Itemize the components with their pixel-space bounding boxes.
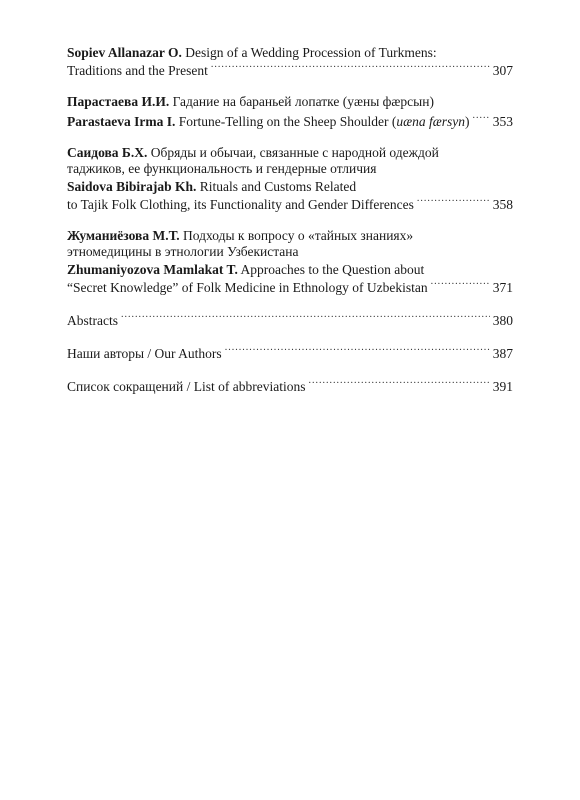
- toc-entry-title: этномедицины в этнологии Узбекистана: [67, 244, 299, 259]
- toc-entry-authors[interactable]: [67, 344, 513, 360]
- dot-leader: [121, 311, 490, 325]
- toc-page-number: 380: [492, 313, 513, 328]
- toc-entry-title: Гадание на бараньей лопатке (уæны фæрсын): [169, 94, 434, 109]
- toc-entry-title-line-ru: [67, 228, 513, 244]
- toc-entry-title-line-ru: [67, 94, 513, 110]
- toc-entry-title-line: [67, 344, 513, 360]
- table-of-contents: [67, 45, 513, 393]
- dot-leader: [211, 61, 490, 75]
- toc-page-number: 307: [492, 63, 513, 78]
- toc-page-number: 371: [492, 280, 513, 295]
- toc-entry-title: Fortune-Telling on the Sheep Shoulder (: [175, 114, 397, 129]
- toc-entry-abstracts[interactable]: [67, 311, 513, 327]
- toc-entry-title-line-ru: [67, 244, 513, 260]
- toc-entry-title-line-en: [67, 262, 513, 278]
- toc-entry-title-line: [67, 377, 513, 393]
- toc-entry-title-line-en: [67, 278, 513, 294]
- toc-entry-title-line-ru: [67, 145, 513, 161]
- toc-page-number: 353: [492, 114, 513, 129]
- dot-leader: [473, 112, 490, 126]
- toc-entry-title-italic: uæna færsyn: [396, 114, 466, 129]
- toc-page-number: 358: [492, 197, 513, 212]
- toc-entry-title: to Tajik Folk Clothing, its Functionality and Gender Differences: [67, 197, 414, 212]
- toc-entry-title: таджиков, ее функциональность и гендерные отличия: [67, 161, 377, 176]
- toc-entry-author: Zhumaniyozova Mamlakat T.: [67, 262, 238, 277]
- toc-entry-title: Обряды и обычаи, связанные с народной одеждой: [147, 145, 439, 160]
- toc-entry-title-close: ): [465, 114, 470, 129]
- toc-entry-parastaeva[interactable]: [67, 94, 513, 128]
- toc-entry-title: Approaches to the Question about: [237, 262, 425, 277]
- toc-entry-title: Rituals and Customs Related: [196, 179, 357, 194]
- toc-entry-title-line-en: [67, 179, 513, 195]
- toc-entry-author: Парастаева И.И.: [67, 94, 170, 109]
- toc-entry-abbreviations[interactable]: [67, 377, 513, 393]
- toc-entry-author: Жуманиёзова М.Т.: [67, 228, 180, 243]
- toc-page-number: 387: [492, 346, 513, 361]
- toc-entry-saidova[interactable]: [67, 145, 513, 211]
- toc-entry-title-line-en: [67, 195, 513, 211]
- toc-entry-title-line: [67, 45, 513, 61]
- toc-entry-title: Abstracts: [67, 313, 118, 328]
- toc-entry-title: Список сокращений / List of abbreviations: [67, 379, 306, 394]
- toc-entry-sopiev[interactable]: [67, 45, 513, 77]
- toc-entry-title-line: [67, 61, 513, 77]
- dot-leader: [225, 344, 490, 358]
- dot-leader: [417, 195, 490, 209]
- toc-entry-title: Design of a Wedding Procession of Turkmens:: [181, 45, 437, 60]
- dot-leader: [431, 278, 490, 292]
- toc-entry-title: Traditions and the Present: [67, 63, 208, 78]
- toc-entry-title-line-en: [67, 112, 513, 128]
- toc-entry-author: Saidova Bibirajab Kh.: [67, 179, 197, 194]
- toc-entry-title: “Secret Knowledge” of Folk Medicine in Ethnology of Uzbekistan: [67, 280, 428, 295]
- toc-entry-title: Наши авторы / Our Authors: [67, 346, 222, 361]
- dot-leader: [308, 377, 489, 391]
- toc-entry-title-line-ru: [67, 161, 513, 177]
- toc-entry-zhumaniyozova[interactable]: [67, 228, 513, 294]
- toc-entry-author: Sopiev Allanazar O.: [67, 45, 182, 60]
- toc-page-number: 391: [492, 379, 513, 394]
- toc-entry-author: Parastaeva Irma I.: [67, 114, 176, 129]
- toc-entry-author: Саидова Б.Х.: [67, 145, 148, 160]
- toc-entry-title: Подходы к вопросу о «тайных знаниях»: [179, 228, 414, 243]
- toc-entry-title-line: [67, 311, 513, 327]
